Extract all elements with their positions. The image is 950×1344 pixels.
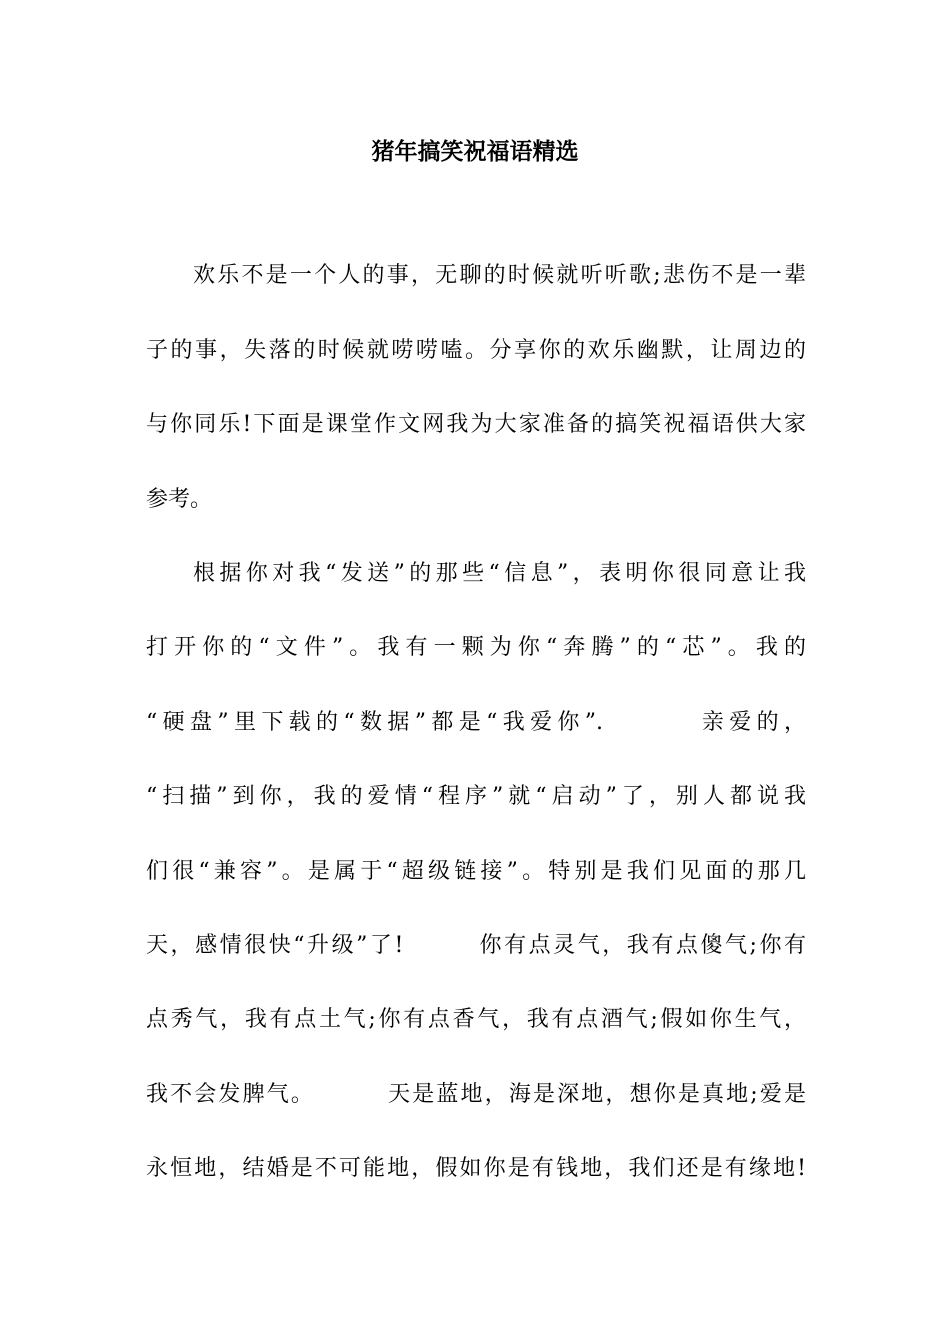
paragraph-line: 根据你对我“发送”的那些“信息”，表明你很同意让我 [193, 561, 806, 586]
paragraph-line: “硬盘”里下载的“数据”都是“我爱你”. 亲爱的， [146, 710, 806, 735]
paragraph-line: 们很“兼容”。是属于“超级链接”。特别是我们见面的那几 [146, 859, 806, 884]
paragraph-line: 永恒地，结婚是不可能地，假如你是有钱地，我们还是有缘地! [146, 1156, 806, 1181]
paragraph-line: 天，感情很快“升级”了! 你有点灵气，我有点傻气;你有 [146, 933, 806, 958]
paragraph-line: 与你同乐!下面是课堂作文网我为大家准备的搞笑祝福语供大家 [146, 412, 806, 437]
paragraph-line: 欢乐不是一个人的事，无聊的时候就听听歌;悲伤不是一辈 [193, 263, 806, 288]
document-title: 猪年搞笑祝福语精选 [371, 139, 579, 165]
paragraph-line: 点秀气，我有点土气;你有点香气，我有点酒气;假如你生气， [146, 1007, 806, 1032]
paragraph-line: “扫描”到你，我的爱情“程序”就“启动”了，别人都说我 [146, 784, 806, 809]
paragraph-line: 打开你的“文件”。我有一颗为你“奔腾”的“芯”。我的 [146, 635, 806, 660]
paragraph-line: 我不会发脾气。 天是蓝地，海是深地，想你是真地;爱是 [146, 1082, 806, 1107]
paragraph-line: 参考。 [146, 487, 213, 512]
paragraph-line: 子的事，失落的时候就唠唠嗑。分享你的欢乐幽默，让周边的 [146, 338, 806, 363]
